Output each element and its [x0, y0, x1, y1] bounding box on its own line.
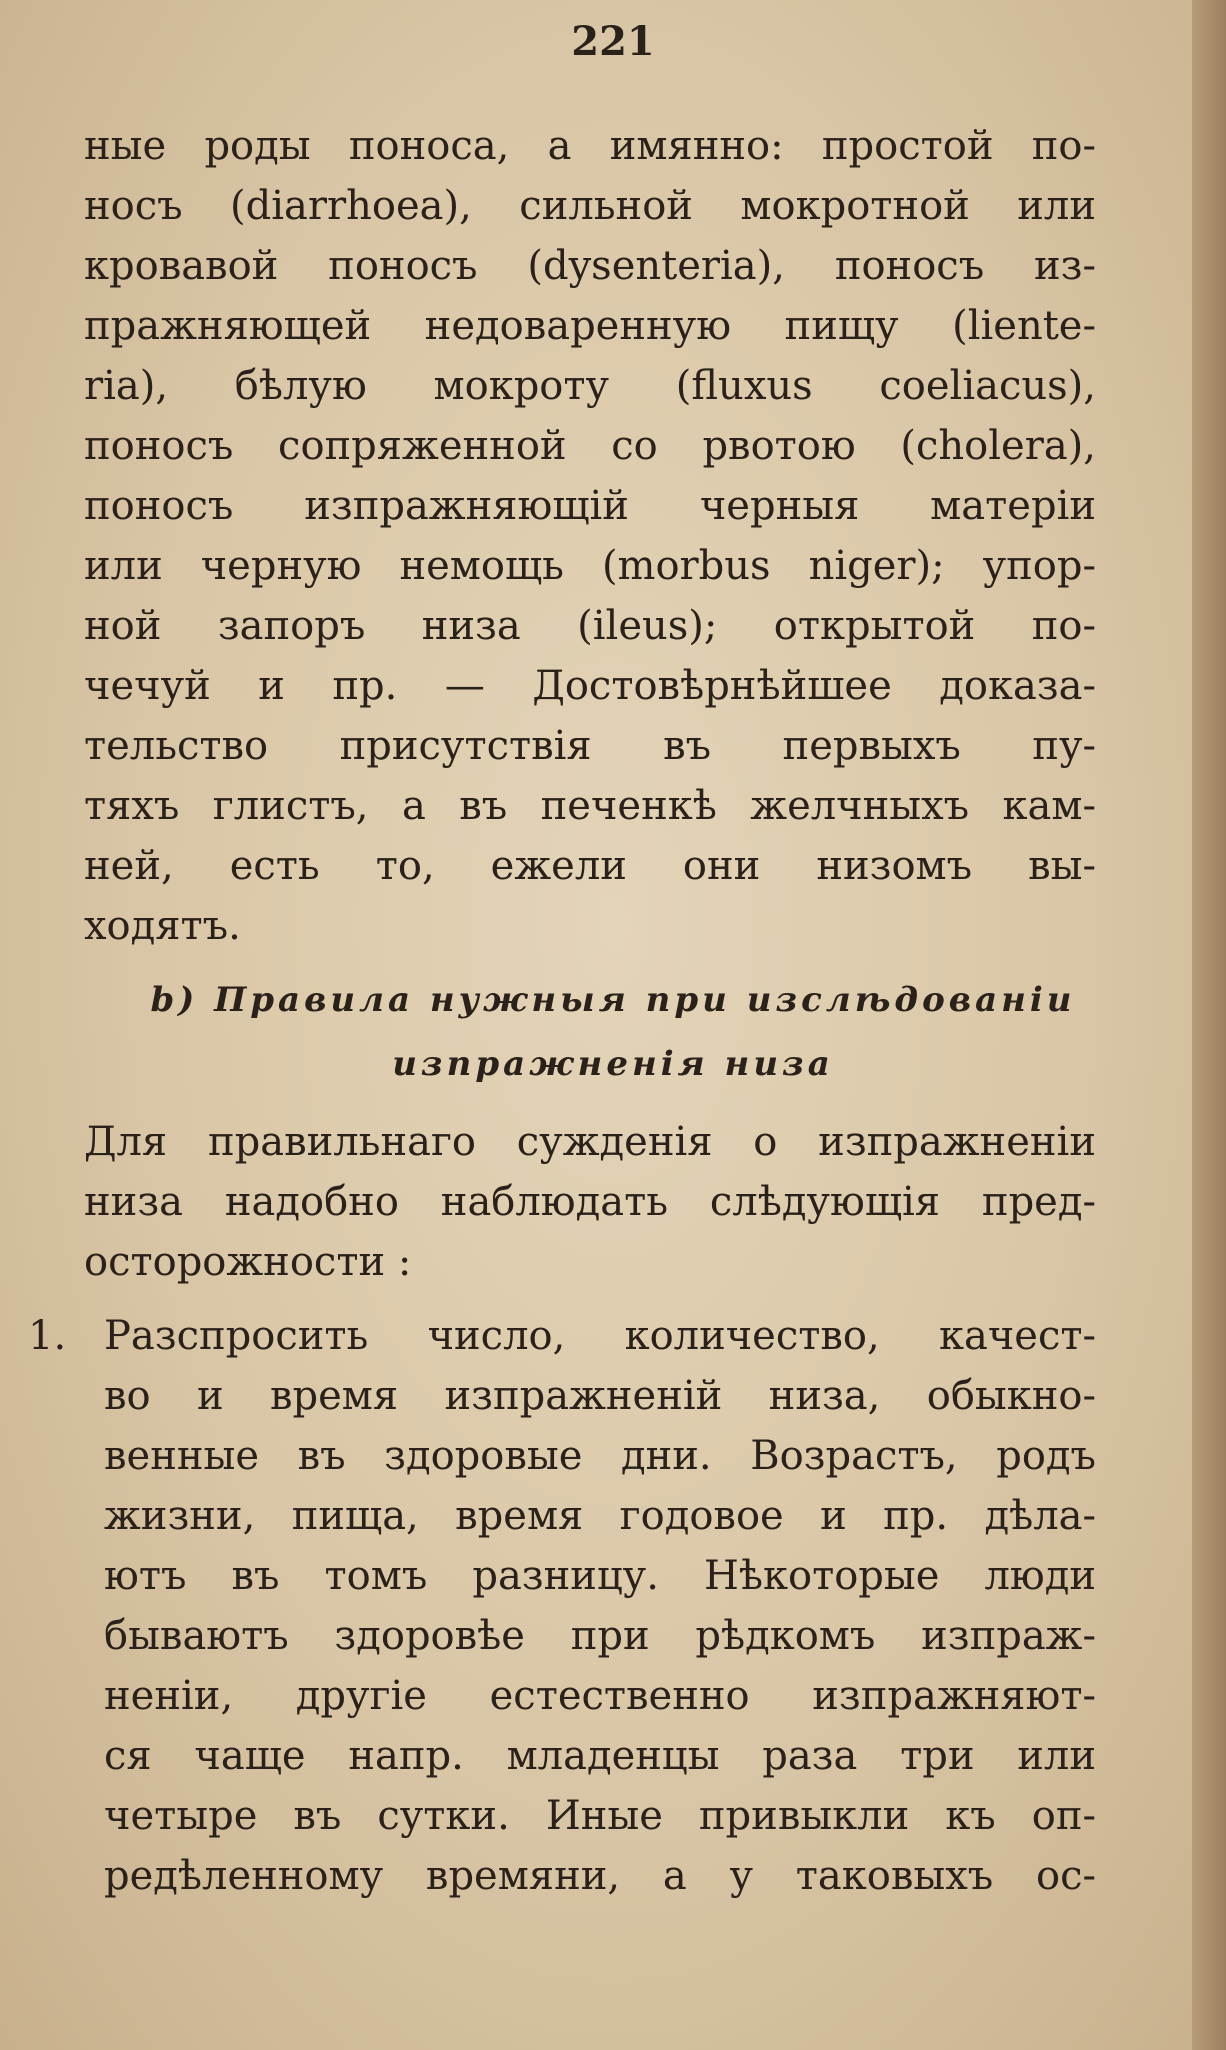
list-item-number: 1.: [28, 1313, 67, 1359]
text-line: пражняющей недоваренную пищу (lientе-: [84, 303, 1096, 349]
text-line: поносъ изпражняющій черныя матеріи: [84, 483, 1096, 529]
text-line: тельство присутствія въ первыхъ пу-: [84, 723, 1096, 769]
text-line: ной запоръ низа (ileus); открытой по-: [84, 603, 1096, 649]
text-line: четыре въ сутки. Иные привыкли къ оп-: [104, 1793, 1096, 1839]
text-line: ней, есть то, ежели они низомъ вы-: [84, 843, 1096, 889]
text-line: венные въ здоровые дни. Возрастъ, родъ: [104, 1433, 1096, 1479]
section-heading-line-2: изпражненія низа: [392, 1044, 834, 1084]
text-line: жизни, пища, время годовое и пр. дѣла-: [104, 1493, 1096, 1539]
text-line: ные роды поноса, а имянно: простой по-: [84, 123, 1096, 169]
text-line: или черную немощь (morbus niger); упор-: [84, 543, 1096, 589]
text-line: Разспросить число, количество, качест-: [104, 1313, 1096, 1359]
text-line: ютъ въ томъ разницу. Нѣкоторые люди: [104, 1553, 1096, 1599]
text-line: низа надобно наблюдать слѣдующія пред-: [84, 1179, 1096, 1225]
text-line: ходятъ.: [84, 903, 241, 949]
text-line: бываютъ здоровѣе при рѣдкомъ изпраж-: [104, 1613, 1096, 1659]
text-line: поносъ сопряженной со рвотою (cholera),: [84, 423, 1096, 469]
text-line: редѣленному времяни, а у таковыхъ ос-: [104, 1853, 1096, 1899]
text-line: осторожности :: [84, 1239, 412, 1285]
text-line: ria), бѣлую мокроту (fluxus coeliacus),: [84, 363, 1096, 409]
text-line: чечуй и пр. — Достовѣрнѣйшее доказа-: [84, 663, 1096, 709]
text-line: неніи, другіе естественно изпражняют-: [104, 1673, 1096, 1719]
section-heading-line-1: b) Правила нужныя при изслѣдованіи: [150, 980, 1076, 1020]
text-line: Для правильнаго сужденія о изпражненіи: [84, 1119, 1096, 1165]
text-line: носъ (diarrhoea), сильной мокротной или: [84, 183, 1096, 229]
text-line: во и время изпражненій низа, обыкно-: [104, 1373, 1096, 1419]
page-number: 221: [571, 18, 655, 65]
text-line: тяхъ глистъ, а въ печенкѣ желчныхъ кам-: [84, 783, 1096, 829]
text-line: кровавой поносъ (dysenteria), поносъ из-: [84, 243, 1096, 289]
text-line: ся чаще напр. младенцы раза три или: [104, 1733, 1096, 1779]
